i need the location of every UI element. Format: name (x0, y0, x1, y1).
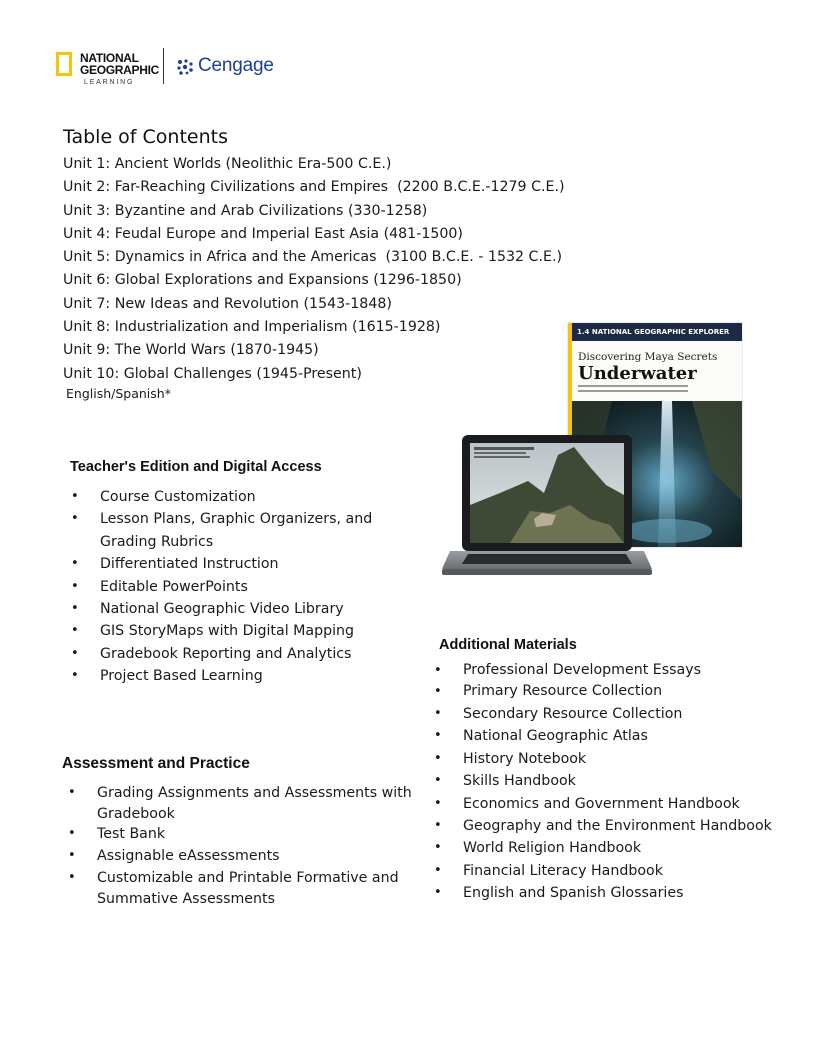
list-item: • National Geographic Video Library (100, 598, 390, 620)
cengage-logo-text: Cengage (198, 55, 274, 76)
logo-divider (163, 48, 164, 84)
additional-materials-list (463, 661, 793, 905)
laptop-image (440, 433, 654, 581)
list-item: • History Notebook (463, 748, 793, 770)
toc-unit: Unit 1: Ancient Worlds (Neolithic Era-500 C.E.) (63, 156, 392, 172)
toc-unit: Unit 6: Global Explorations and Expansions (1296-1850) (63, 272, 462, 289)
list-item: • Course Customization (100, 486, 390, 508)
toc-unit: Unit 10: Global Challenges (1945-Present) (63, 365, 362, 382)
teacher-edition-heading: Teacher's Edition and Digital Access (70, 459, 322, 475)
language-note: English/Spanish* (66, 386, 171, 401)
list-item: • English and Spanish Glossaries (463, 882, 793, 904)
assessment-list (97, 783, 417, 911)
list-item: • Project Based Learning (100, 665, 390, 687)
ng-line-1: NATIONAL (80, 51, 139, 65)
list-item: • Editable PowerPoints (100, 576, 390, 598)
toc-unit: Unit 4: Feudal Europe and Imperial East Asia (481-1500) (63, 225, 463, 242)
additional-materials-heading: Additional Materials (439, 637, 577, 653)
list-item: • World Religion Handbook (463, 837, 793, 859)
list-item: • Grading Assignments and Assessments with Gradebook (97, 783, 417, 824)
assessment-heading: Assessment and Practice (62, 755, 250, 772)
list-item: • Geography and the Environment Handbook (463, 815, 793, 837)
list-item: • Lesson Plans, Graphic Organizers, and Grading Rubrics (100, 508, 390, 553)
toc-unit: Unit 2: Far-Reaching Civilizations and Empires (2200 B.C.E.-1279 C.E.) (63, 179, 565, 196)
list-item: • Customizable and Printable Formative and Summative Assessments (97, 868, 417, 909)
list-item: • GIS StoryMaps with Digital Mapping (100, 620, 390, 642)
toc-title: Table of Contents (63, 126, 228, 148)
toc-unit: Unit 8: Industrialization and Imperialism (1615-1928) (63, 319, 441, 336)
book-subtitle-lines (578, 385, 688, 395)
ng-learning-label: LEARNING (84, 79, 135, 86)
toc-unit: Unit 7: New Ideas and Revolution (1543-1848) (63, 295, 392, 312)
list-item: • Primary Resource Collection (463, 681, 793, 702)
book-title-small: Discovering Maya Secrets (578, 351, 718, 363)
list-item: • Test Bank (97, 824, 417, 845)
toc-unit: Unit 5: Dynamics in Africa and the Americas (3100 B.C.E. - 1532 C.E.) (63, 249, 562, 266)
national-geographic-logo-icon (56, 52, 72, 76)
ng-line-2: GEOGRAPHIC (80, 63, 160, 77)
teacher-edition-list (100, 486, 390, 688)
list-item: • Professional Development Essays (463, 661, 793, 681)
list-item: • Economics and Government Handbook (463, 793, 793, 815)
list-item: • Differentiated Instruction (100, 553, 390, 575)
list-item: • Gradebook Reporting and Analytics (100, 643, 390, 665)
list-item: • Secondary Resource Collection (463, 703, 793, 725)
book-top-bar: 1.4 NATIONAL GEOGRAPHIC EXPLORER (572, 323, 742, 341)
cengage-logo-icon (176, 58, 194, 76)
national-geographic-logo-text (80, 52, 159, 76)
list-item: • National Geographic Atlas (463, 725, 793, 747)
list-item: • Skills Handbook (463, 770, 793, 792)
list-item: • Assignable eAssessments (97, 846, 417, 867)
book-title-big: Underwater (578, 363, 697, 384)
toc-unit-list (63, 153, 565, 386)
toc-unit: Unit 3: Byzantine and Arab Civilizations (330-1258) (63, 202, 428, 219)
toc-unit: Unit 9: The World Wars (1870-1945) (63, 342, 319, 359)
list-item: • Financial Literacy Handbook (463, 860, 793, 882)
